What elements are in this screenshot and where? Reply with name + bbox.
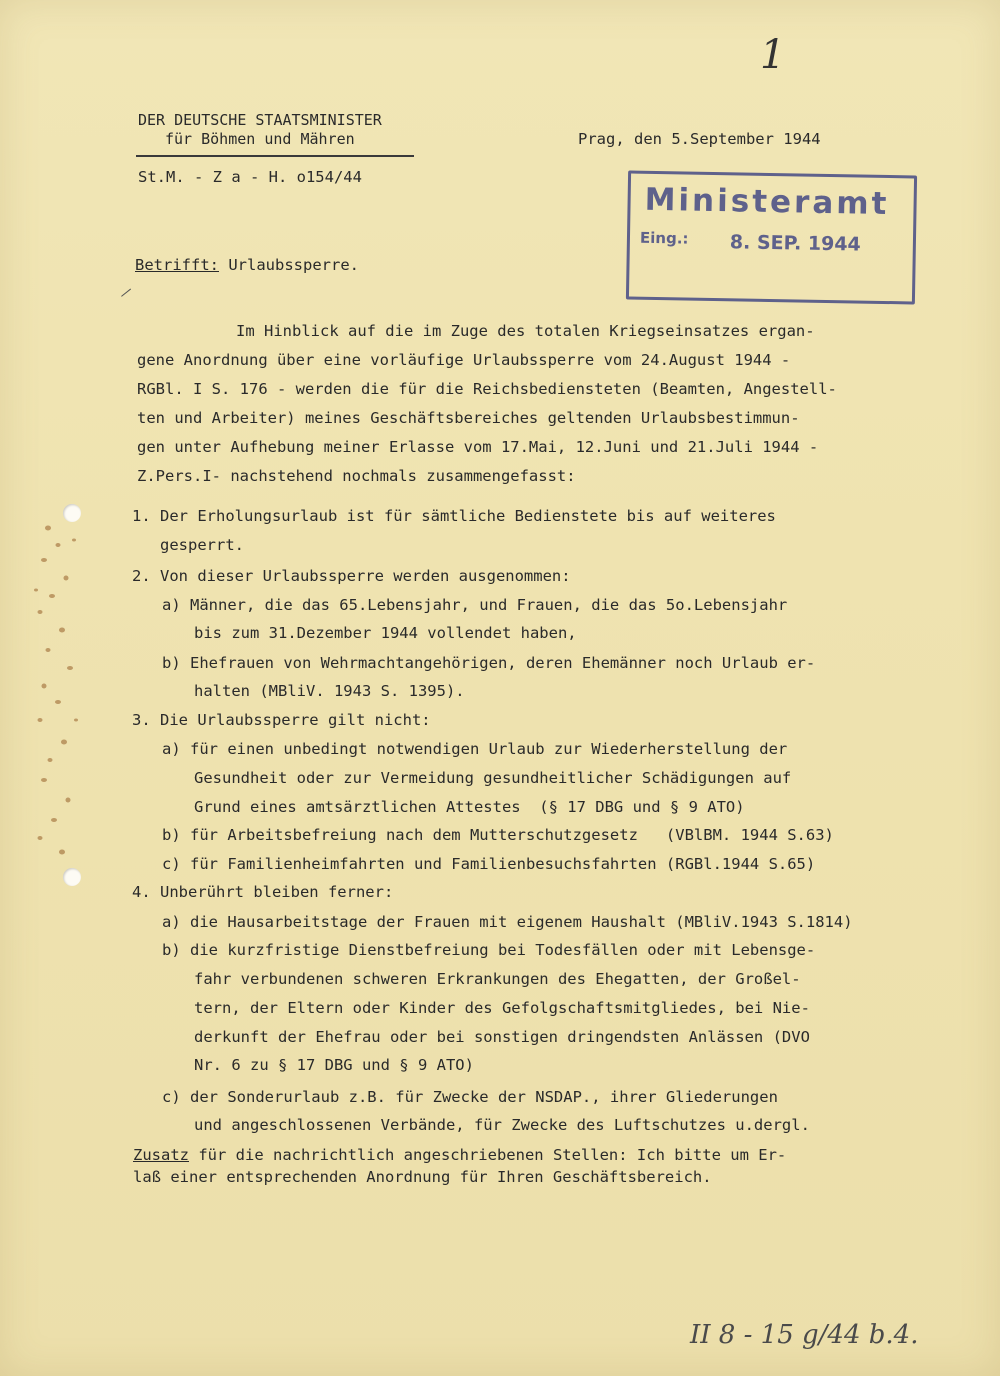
reference-number: St.M. - Z a - H. o154/44 (138, 168, 362, 186)
item-4b-line-1: b) die kurzfristige Dienstbefreiung bei Todesfällen oder mit Lebensge- (162, 941, 816, 959)
authority-line-2: für Böhmen und Mähren (165, 130, 355, 148)
pencil-mark: ⸝ (120, 276, 132, 301)
item-4b-line-2: fahr verbundenen schweren Erkrankungen des Ehegatten, der Großel- (194, 970, 801, 988)
addendum-line-2: laß einer entsprechenden Anordnung für Ihren Geschäftsbereich. (133, 1168, 712, 1186)
stamp-title: Ministeramt (644, 181, 890, 223)
item-3a-line-2: Gesundheit oder zur Vermeidung gesundheitlicher Schädigungen auf (194, 769, 792, 787)
addendum-text-1: für die nachrichtlich angeschriebenen Stellen: Ich bitte um Er- (189, 1146, 787, 1164)
subject-text: Urlaubssperre. (228, 256, 359, 274)
intro-line-5: gen unter Aufhebung meiner Erlasse vom 17.Mai, 12.Juni und 21.Juli 1944 - (137, 438, 819, 456)
item-3a-line-1: a) für einen unbedingt notwendigen Urlaub zur Wiederherstellung der (162, 740, 788, 758)
item-4b-line-4: derkunft der Ehefrau oder bei sonstigen dringendsten Anlässen (DVO (194, 1028, 810, 1046)
item-4b-line-3: tern, der Eltern oder Kinder des Gefolgschaftsmitgliedes, bei Nie- (194, 999, 810, 1017)
intro-line-3: RGBl. I S. 176 - werden die für die Reichsbediensteten (Beamten, Angestell- (137, 380, 837, 398)
item-3: 3. Die Urlaubssperre gilt nicht: (132, 711, 431, 729)
stamp-date: 8. SEP. 1944 (729, 231, 861, 256)
item-2b-line-2: halten (MBliV. 1943 S. 1395). (194, 682, 465, 700)
item-4c-line-1: c) der Sonderurlaub z.B. für Zwecke der NSDAP., ihrer Gliederungen (162, 1088, 778, 1106)
authority-line-1: DER DEUTSCHE STAATSMINISTER (138, 111, 382, 129)
handwritten-file-reference: II 8 - 15 g/44 b.4. (690, 1320, 919, 1350)
item-4c-line-2: und angeschlossenen Verbände, für Zwecke des Luftschutzes u.dergl. (194, 1116, 810, 1134)
page-number: 1 (760, 32, 786, 78)
item-2b-line-1: b) Ehefrauen von Wehrmachtangehörigen, deren Ehemänner noch Urlaub er- (162, 654, 816, 672)
intro-line-4: ten und Arbeiter) meines Geschäftsbereiches geltenden Urlaubsbestimmun- (137, 409, 800, 427)
intro-line-6: Z.Pers.I- nachstehend nochmals zusammengefasst: (137, 467, 576, 485)
item-3a-line-3: Grund eines amtsärztlichen Attestes (§ 17 DBG und § 9 ATO) (194, 798, 745, 816)
subject-label: Betrifft: (135, 256, 219, 274)
intro-line-1: Im Hinblick auf die im Zuge des totalen Kriegseinsatzes ergan- (236, 322, 815, 340)
place-date: Prag, den 5.September 1944 (578, 130, 821, 148)
item-1-line-2: gesperrt. (160, 536, 244, 554)
item-2a-line-1: a) Männer, die das 65.Lebensjahr, und Frauen, die das 5o.Lebensjahr (162, 596, 788, 614)
intro-line-2: gene Anordnung über eine vorläufige Urlaubssperre vom 24.August 1944 - (137, 351, 791, 369)
item-3c: c) für Familienheimfahrten und Familienbesuchsfahrten (RGBl.1944 S.65) (162, 855, 816, 873)
addendum-label: Zusatz (133, 1146, 189, 1164)
item-2: 2. Von dieser Urlaubssperre werden ausgenommen: (132, 567, 571, 585)
item-1-line-1: 1. Der Erholungsurlaub ist für sämtliche Bedienstete bis auf weiteres (132, 507, 776, 525)
item-4b-line-5: Nr. 6 zu § 17 DBG und § 9 ATO) (194, 1056, 474, 1074)
item-2a-line-2: bis zum 31.Dezember 1944 vollendet haben, (194, 624, 577, 642)
item-4: 4. Unberührt bleiben ferner: (132, 883, 394, 901)
stamp-label: Eing.: (639, 228, 689, 248)
item-3b: b) für Arbeitsbefreiung nach dem Mutterschutzgesetz (VBlBM. 1944 S.63) (162, 826, 834, 844)
item-4a: a) die Hausarbeitstage der Frauen mit eigenem Haushalt (MBliV.1943 S.1814) (162, 913, 853, 931)
